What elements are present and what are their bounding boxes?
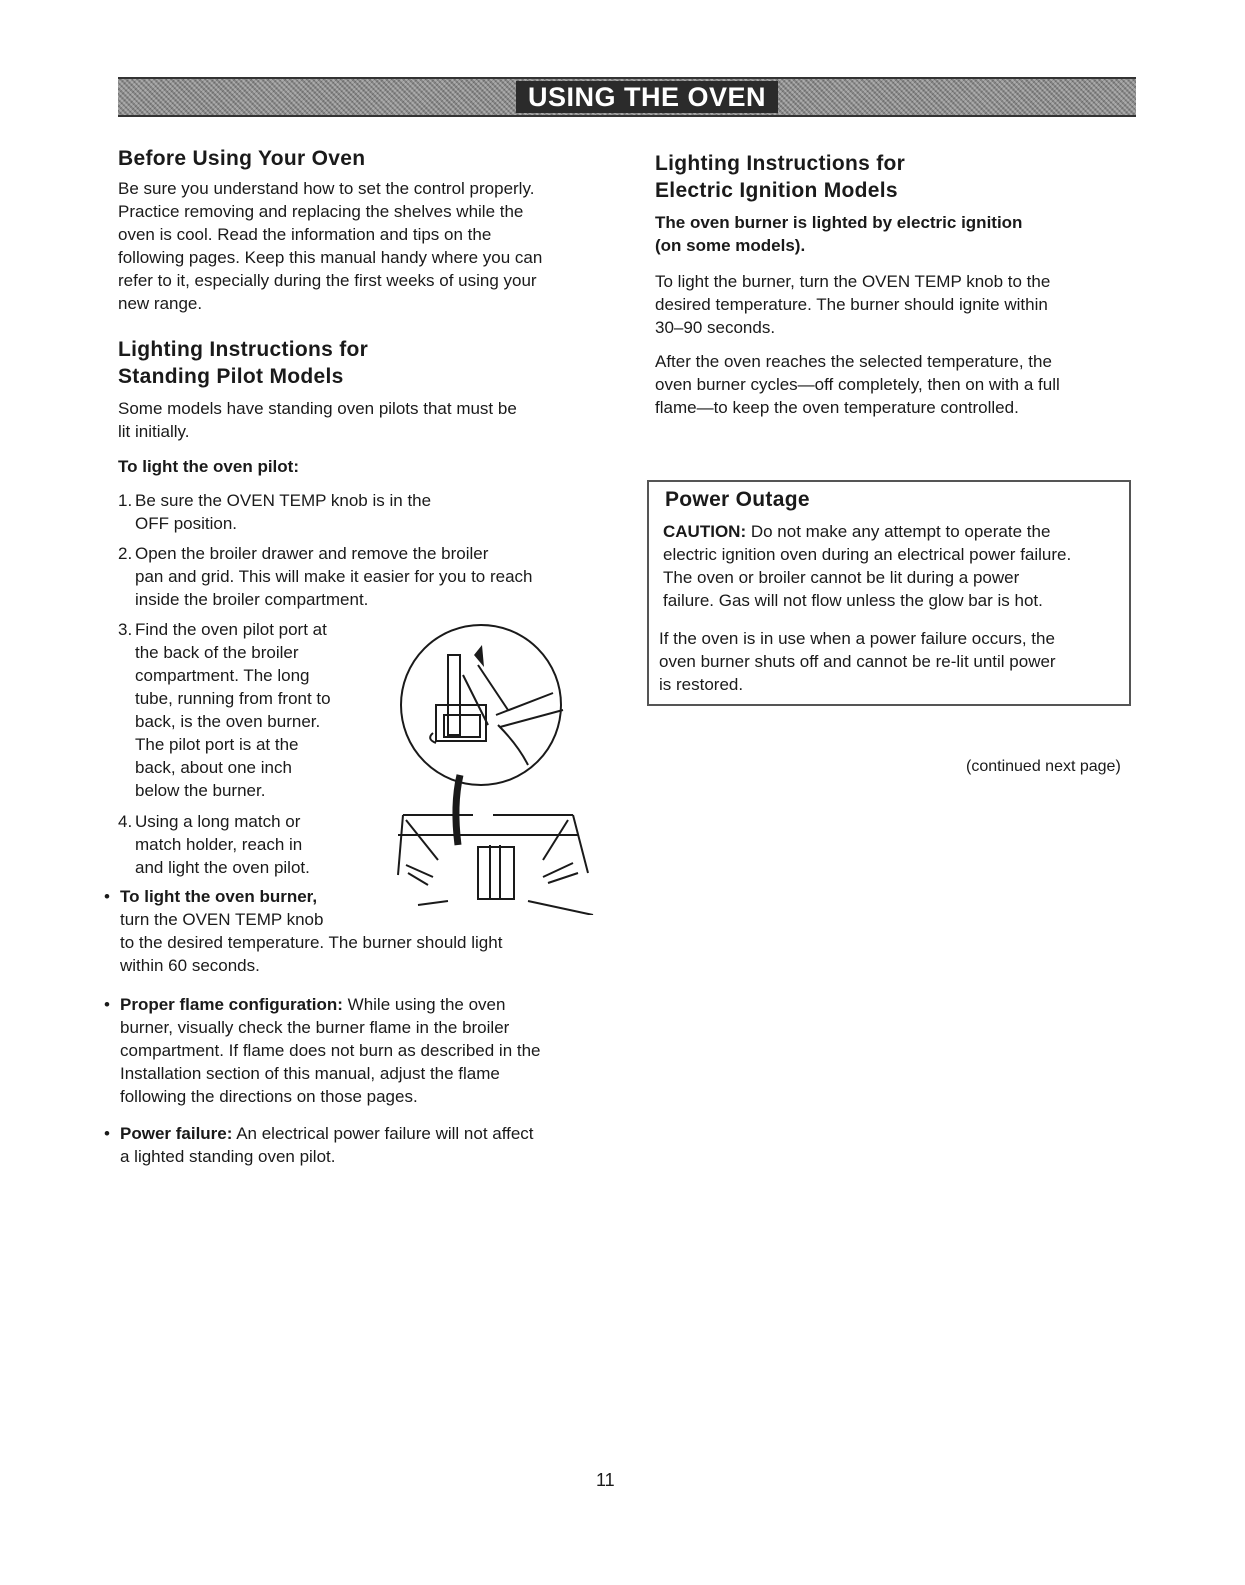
bullet-lead: To light the oven burner, (120, 887, 318, 906)
broiler-pilot-illustration (378, 615, 598, 915)
caution-label: CAUTION: (663, 522, 747, 541)
text-line: following the directions on those pages. (120, 1087, 418, 1106)
electric-heading (655, 150, 905, 204)
text-line: below the burner. (135, 781, 266, 800)
text-line: new range. (118, 294, 203, 313)
standing-heading (118, 336, 368, 390)
text-line: (on some models). (655, 236, 806, 255)
text-line: 30–90 seconds. (655, 318, 776, 337)
text-run: An electrical power failure will not affect (232, 1124, 534, 1143)
heading-line: Electric Ignition Models (655, 179, 898, 202)
step-number: 1. (118, 491, 133, 510)
text-line: pan and grid. This will make it easier for you to reach (135, 567, 533, 586)
text-line: following pages. Keep this manual handy where you can (118, 248, 543, 267)
heading-line: Lighting Instructions for (118, 338, 369, 361)
text-line: OFF position. (135, 514, 238, 533)
outage-heading: Power Outage (665, 488, 810, 511)
text-line: compartment. The long (135, 666, 310, 685)
electric-para-2 (655, 350, 1135, 419)
text-line: desired temperature. The burner should ignite within (655, 295, 1048, 314)
text-line: electric ignition oven during an electrical power failure. (663, 545, 1072, 564)
text-line: The oven burner is lighted by electric ignition (655, 213, 1023, 232)
text-line: oven burner cycles—off completely, then on with a full (655, 375, 1060, 394)
text-run: Do not make any attempt to operate the (746, 522, 1051, 541)
text-line: oven burner shuts off and cannot be re-lit until power (659, 652, 1056, 671)
continued-note: (continued next page) (966, 758, 1121, 775)
text-line: Some models have standing oven pilots that must be (118, 399, 517, 418)
text-line: After the oven reaches the selected temperature, the (655, 352, 1052, 371)
text-line: oven is cool. Read the information and tips on the (118, 225, 492, 244)
text-line: turn the OVEN TEMP knob (120, 910, 324, 929)
outage-para (659, 627, 1124, 696)
text-line: back, about one inch (135, 758, 292, 777)
text-line: burner, visually check the burner flame in the broiler (120, 1018, 510, 1037)
text-line: the back of the broiler (135, 643, 299, 662)
section-banner (118, 77, 1136, 117)
step-3 (118, 618, 375, 802)
text-line: To light the burner, turn the OVEN TEMP knob to the (655, 272, 1051, 291)
text-line: The oven or broiler cannot be lit during a power (663, 568, 1020, 587)
text-line: Practice removing and replacing the shelves while the (118, 202, 524, 221)
bullet-dot: • (104, 995, 110, 1014)
electric-subheading (655, 211, 1022, 257)
text-line: If the oven is in use when a power failure occurs, the (659, 629, 1055, 648)
text-line: Be sure the OVEN TEMP knob is in the (135, 491, 432, 510)
text-line: failure. Gas will not flow unless the glow bar is hot. (663, 591, 1043, 610)
text-line: back, is the oven burner. (135, 712, 321, 731)
heading-line: Lighting Instructions for (655, 152, 906, 175)
text-line: and light the oven pilot. (135, 858, 310, 877)
electric-para-1 (655, 270, 1135, 339)
bullet-flame-config (104, 993, 600, 1108)
step-2 (118, 542, 605, 611)
bullet-power-failure (104, 1122, 600, 1168)
bullet-dot: • (104, 887, 110, 906)
text-run: While using the oven (342, 995, 506, 1014)
text-line: Be sure you understand how to set the control properly. (118, 179, 535, 198)
outage-caution (663, 520, 1128, 612)
bullet-lead: Power failure: (120, 1124, 233, 1143)
text-line: match holder, reach in (135, 835, 303, 854)
text-line: within 60 seconds. (120, 956, 260, 975)
page-number: 11 (596, 1470, 615, 1490)
text-line: Find the oven pilot port at (135, 620, 327, 639)
text-line: flame—to keep the oven temperature controlled. (655, 398, 1019, 417)
text-line: The pilot port is at the (135, 735, 299, 754)
text-line: Installation section of this manual, adjust the flame (120, 1064, 500, 1083)
bullet-dot: • (104, 1124, 110, 1143)
text-line: refer to it, especially during the first weeks of using your (118, 271, 537, 290)
text-line: Using a long match or (135, 812, 301, 831)
power-outage-box (647, 480, 1131, 706)
before-heading: Before Using Your Oven (118, 147, 366, 170)
before-paragraph (118, 177, 608, 315)
step-1 (118, 489, 595, 535)
step-number: 4. (118, 812, 133, 831)
step-4 (118, 810, 375, 879)
step-number: 2. (118, 544, 133, 563)
banner-title: USING THE OVEN (516, 81, 778, 113)
pilot-subheading: To light the oven pilot: (118, 457, 299, 476)
text-line: is restored. (659, 675, 744, 694)
text-line: to the desired temperature. The burner should light (120, 933, 503, 952)
text-line: lit initially. (118, 422, 190, 441)
heading-line: Standing Pilot Models (118, 365, 344, 388)
text-line: Open the broiler drawer and remove the broiler (135, 544, 489, 563)
text-line: a lighted standing oven pilot. (120, 1147, 336, 1166)
standing-intro (118, 397, 608, 443)
text-line: compartment. If flame does not burn as described in the (120, 1041, 541, 1060)
text-line: inside the broiler compartment. (135, 590, 369, 609)
bullet-lead: Proper flame configuration: (120, 995, 343, 1014)
text-line: tube, running from front to (135, 689, 331, 708)
step-number: 3. (118, 620, 133, 639)
